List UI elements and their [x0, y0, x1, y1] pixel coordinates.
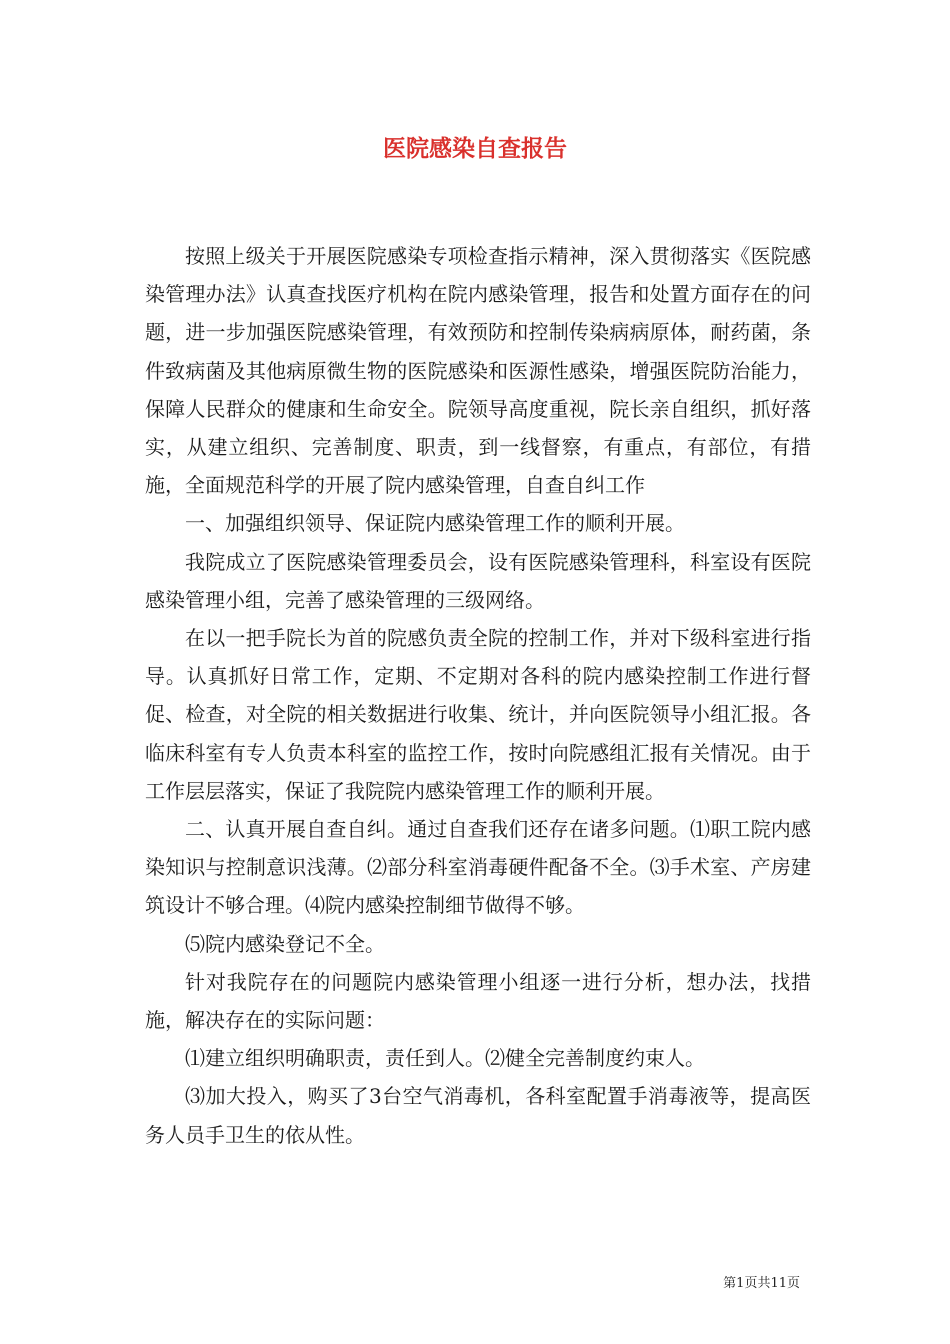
paragraph: 我院成立了医院感染管理委员会，设有医院感染管理科，科室设有医院感染管理小组，完善了感染管理的三级网络。	[145, 549, 811, 612]
section-heading-1: 一、加强组织领导、保证院内感染管理工作的顺利开展。	[185, 511, 685, 536]
document-body	[145, 237, 811, 1154]
page-number: 第1页共11页	[723, 1276, 800, 1291]
paragraph: ⑴建立组织明确职责，责任到人。⑵健全完善制度约束人。	[185, 1046, 705, 1071]
paragraph: ⑶加大投入，购买了3台空气消毒机，各科室配置手消毒液等，提高医务人员手卫生的依从性。	[145, 1084, 811, 1147]
section-heading-2: 二、认真开展自查自纠。通过自查我们还存在诸多问题。⑴职工院内感染知识与控制意识浅薄。⑵部分科室消毒硬件配备不全。⑶手术室、产房建筑设计不够合理。⑷院内感染控制细节做得不够。	[145, 817, 811, 918]
paragraph-intro: 按照上级关于开展医院感染专项检查指示精神，深入贯彻落实《医院感染管理办法》认真查找医疗机构在院内感染管理，报告和处置方面存在的问题，进一步加强医院感染管理，有效预防和控制传染病病原体，耐药菌，条件致病菌及其他病原微生物的医院感染和医源性感染，增强医院防治能力，保障人民群众的健康和生命安全。院领导高度重视，院长亲自组织，抓好落实，从建立组织、完善制度、职责，到一线督察，有重点，有部位，有措施，全面规范科学的开展了院内感染管理，自查自纠工作	[145, 244, 811, 498]
document-title: 医院感染自查报告	[383, 135, 567, 162]
paragraph: ⑸院内感染登记不全。	[185, 931, 385, 956]
paragraph: 在以一把手院长为首的院感负责全院的控制工作，并对下级科室进行指导。认真抓好日常工作，定期、不定期对各科的院内感染控制工作进行督促、检查，对全院的相关数据进行收集、统计，并向医院领导小组汇报。各临床科室有专人负责本科室的监控工作，按时向院感组汇报有关情况。由于工作层层落实，保证了我院院内感染管理工作的顺利开展。	[145, 626, 811, 803]
paragraph: 针对我院存在的问题院内感染管理小组逐一进行分析，想办法，找措施，解决存在的实际问题：	[145, 969, 811, 1033]
